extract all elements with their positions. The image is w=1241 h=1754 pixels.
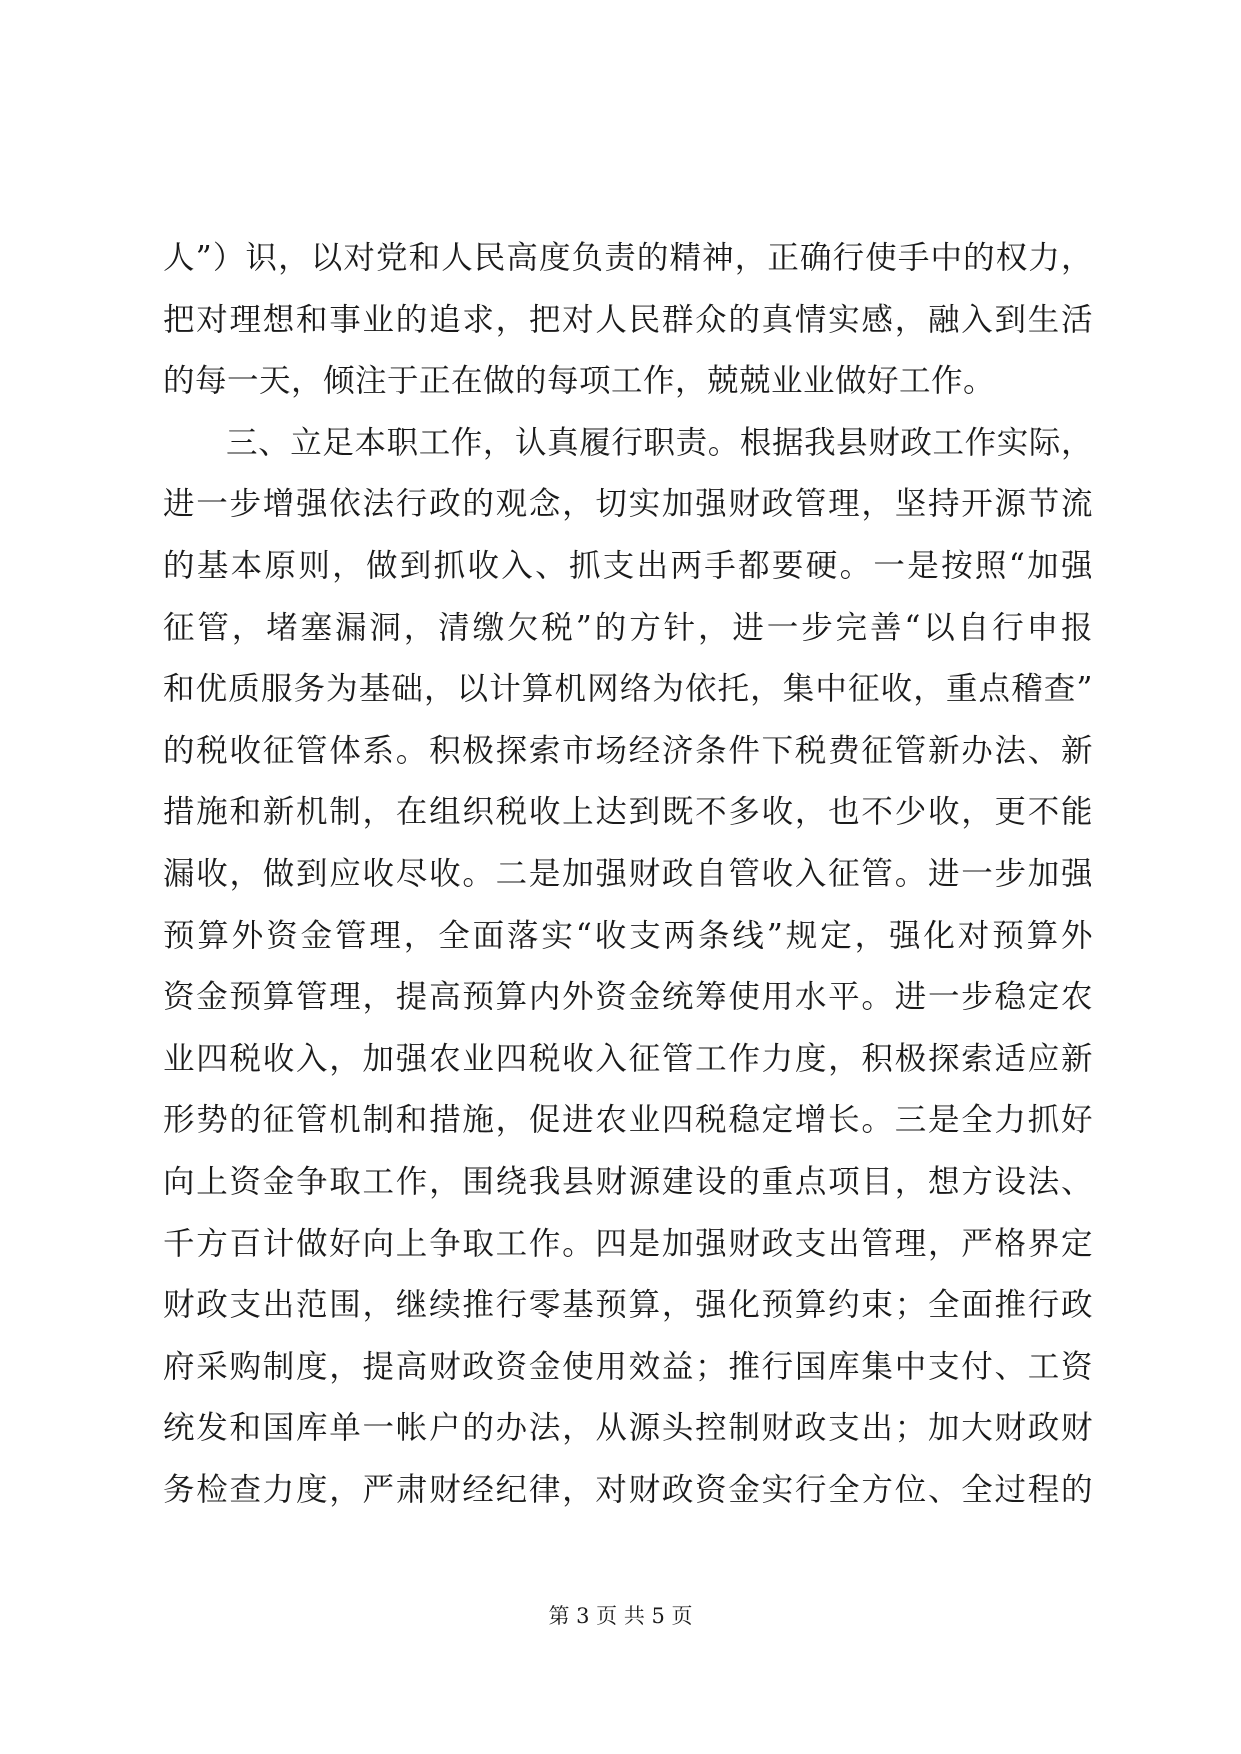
text-line-10: 措施和新机制，在组织税收上达到既不多收，也不少收，更不能 bbox=[163, 794, 1093, 831]
text-line-5: 进一步增强依法行政的观念，切实加强财政管理，坚持开源节流 bbox=[163, 486, 1093, 523]
text-line-1: 人”）识，以对党和人民高度负责的精神，正确行使手中的权力， bbox=[163, 240, 1093, 276]
text-line-6: 的基本原则，做到抓收入、抓支出两手都要硬。一是按照“加强 bbox=[163, 547, 1093, 584]
text-line-8: 和优质服务为基础，以计算机网络为依托，集中征收，重点稽查” bbox=[163, 671, 1093, 708]
text-line-17: 千方百计做好向上争取工作。四是加强财政支出管理，严格界定 bbox=[163, 1225, 1093, 1262]
text-line-9: 的税收征管体系。积极探索市场经济条件下税费征管新办法、新 bbox=[163, 732, 1093, 769]
text-line-14: 业四税收入，加强农业四税收入征管工作力度，积极探索适应新 bbox=[163, 1040, 1093, 1077]
text-line-18: 财政支出范围，继续推行零基预算，强化预算约束；全面推行政 bbox=[163, 1287, 1093, 1324]
text-line-7: 征管，堵塞漏洞，清缴欠税”的方针，进一步完善“以自行申报 bbox=[163, 609, 1093, 646]
text-line-20: 统发和国库单一帐户的办法，从源头控制财政支出；加大财政财 bbox=[163, 1410, 1093, 1447]
text-line-2: 把对理想和事业的追求，把对人民群众的真情实感，融入到生活 bbox=[163, 301, 1093, 338]
page-footer bbox=[0, 1602, 1241, 1630]
text-line-15: 形势的征管机制和措施，促进农业四税稳定增长。三是全力抓好 bbox=[163, 1102, 1093, 1139]
text-line-16: 向上资金争取工作，围绕我县财源建设的重点项目，想方设法、 bbox=[163, 1163, 1093, 1200]
text-line-3: 的每一天，倾注于正在做的每项工作，兢兢业业做好工作。 bbox=[163, 363, 996, 400]
text-line-13: 资金预算管理，提高预算内外资金统筹使用水平。进一步稳定农 bbox=[163, 979, 1093, 1016]
text-line-11: 漏收，做到应收尽收。二是加强财政自管收入征管。进一步加强 bbox=[163, 855, 1093, 892]
body-text bbox=[163, 228, 1093, 1521]
text-line-4: 三、立足本职工作，认真履行职责。根据我县财政工作实际， bbox=[226, 424, 1093, 461]
text-line-12: 预算外资金管理，全面落实“收支两条线”规定，强化对预算外 bbox=[163, 917, 1093, 954]
text-line-21: 务检查力度，严肃财经纪律，对财政资金实行全方位、全过程的 bbox=[163, 1471, 1093, 1508]
text-line-19: 府采购制度，提高财政资金使用效益；推行国库集中支付、工资 bbox=[163, 1348, 1093, 1385]
page-number-label: 第 3 页 共 5 页 bbox=[548, 1604, 693, 1628]
